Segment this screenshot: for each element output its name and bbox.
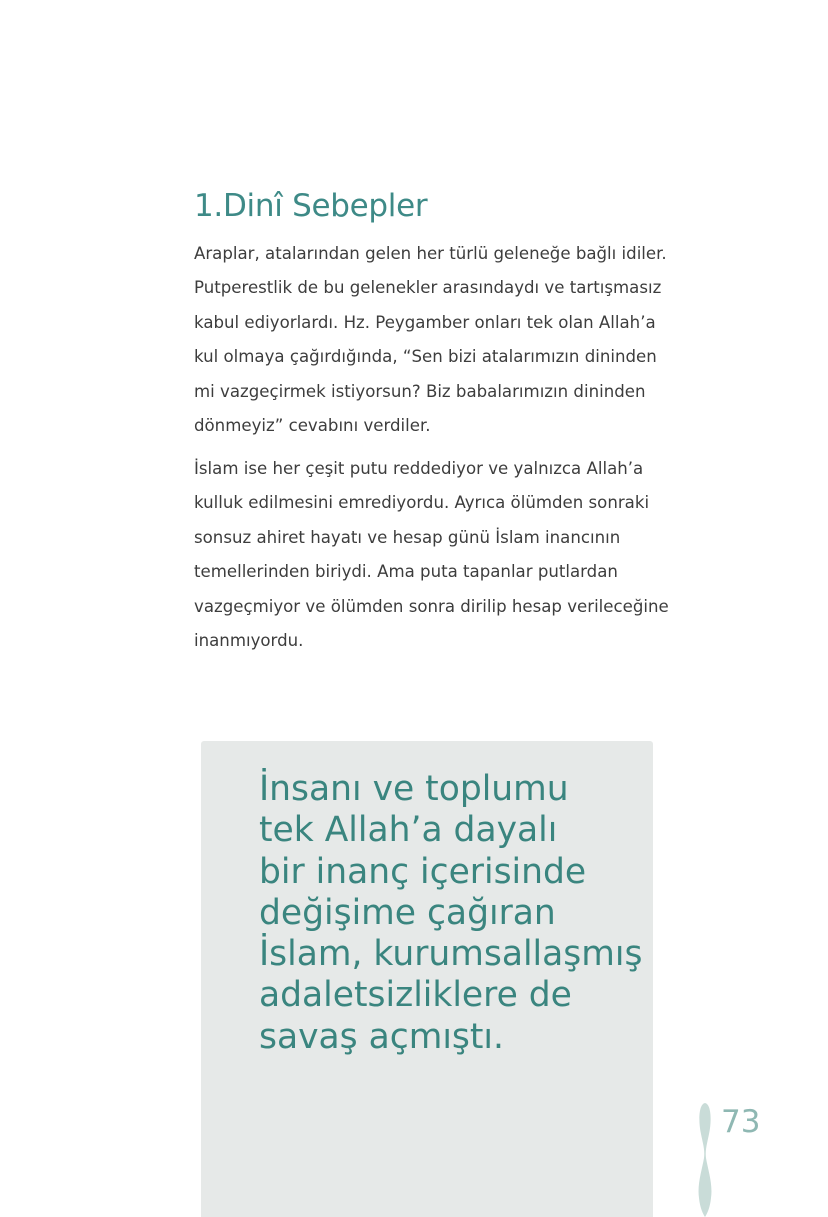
paragraph-line: Putperestlik de bu gelenekler arasındaydı ve tartışmasız: [194, 278, 662, 298]
paragraph-line: kulluk edilmesini emrediyordu. Ayrıca ölümden sonraki: [194, 493, 650, 513]
section-heading: 1.Dinî Sebepler: [194, 188, 428, 224]
body-paragraph-1: [194, 237, 694, 443]
paragraph-line: kul olmaya çağırdığında, “Sen bizi atalarımızın dininden: [194, 347, 657, 367]
callout-line: İslam, kurumsallaşmış: [259, 934, 643, 975]
callout-quote: [259, 769, 642, 1058]
page-ornament-icon: [694, 1100, 716, 1217]
paragraph-line: temellerinden biriydi. Ama puta tapanlar putlardan: [194, 562, 618, 582]
paragraph-line: sonsuz ahiret hayatı ve hesap günü İslam inancının: [194, 527, 621, 547]
callout-line: savaş açmıştı.: [259, 1016, 504, 1057]
callout-line: bir inanç içerisinde: [259, 851, 587, 892]
callout-line: değişime çağıran: [259, 892, 556, 933]
paragraph-line: İslam ise her çeşit putu reddediyor ve yalnızca Allah’a: [194, 459, 644, 478]
paragraph-line: kabul ediyorlardı. Hz. Peygamber onları tek olan Allah’a: [194, 312, 656, 332]
callout-line: adaletsizliklere de: [259, 975, 572, 1016]
body-paragraph-2: [194, 452, 694, 658]
paragraph-line: dönmeyiz” cevabını verdiler.: [194, 416, 431, 436]
paragraph-line: mi vazgeçirmek istiyorsun? Biz babalarımızın dininden: [194, 381, 646, 401]
callout-line: İnsanı ve toplumu: [259, 769, 569, 809]
paragraph-line: Araplar, atalarından gelen her türlü geleneğe bağlı idiler.: [194, 244, 667, 263]
paragraph-line: inanmıyordu.: [194, 631, 304, 651]
callout-box: [201, 741, 653, 1217]
ornament-shape: [699, 1103, 712, 1217]
callout-line: tek Allah’a dayalı: [259, 810, 558, 851]
paragraph-line: vazgeçmiyor ve ölümden sonra dirilip hesap verileceğine: [194, 596, 669, 616]
page-number: 73: [721, 1104, 761, 1140]
